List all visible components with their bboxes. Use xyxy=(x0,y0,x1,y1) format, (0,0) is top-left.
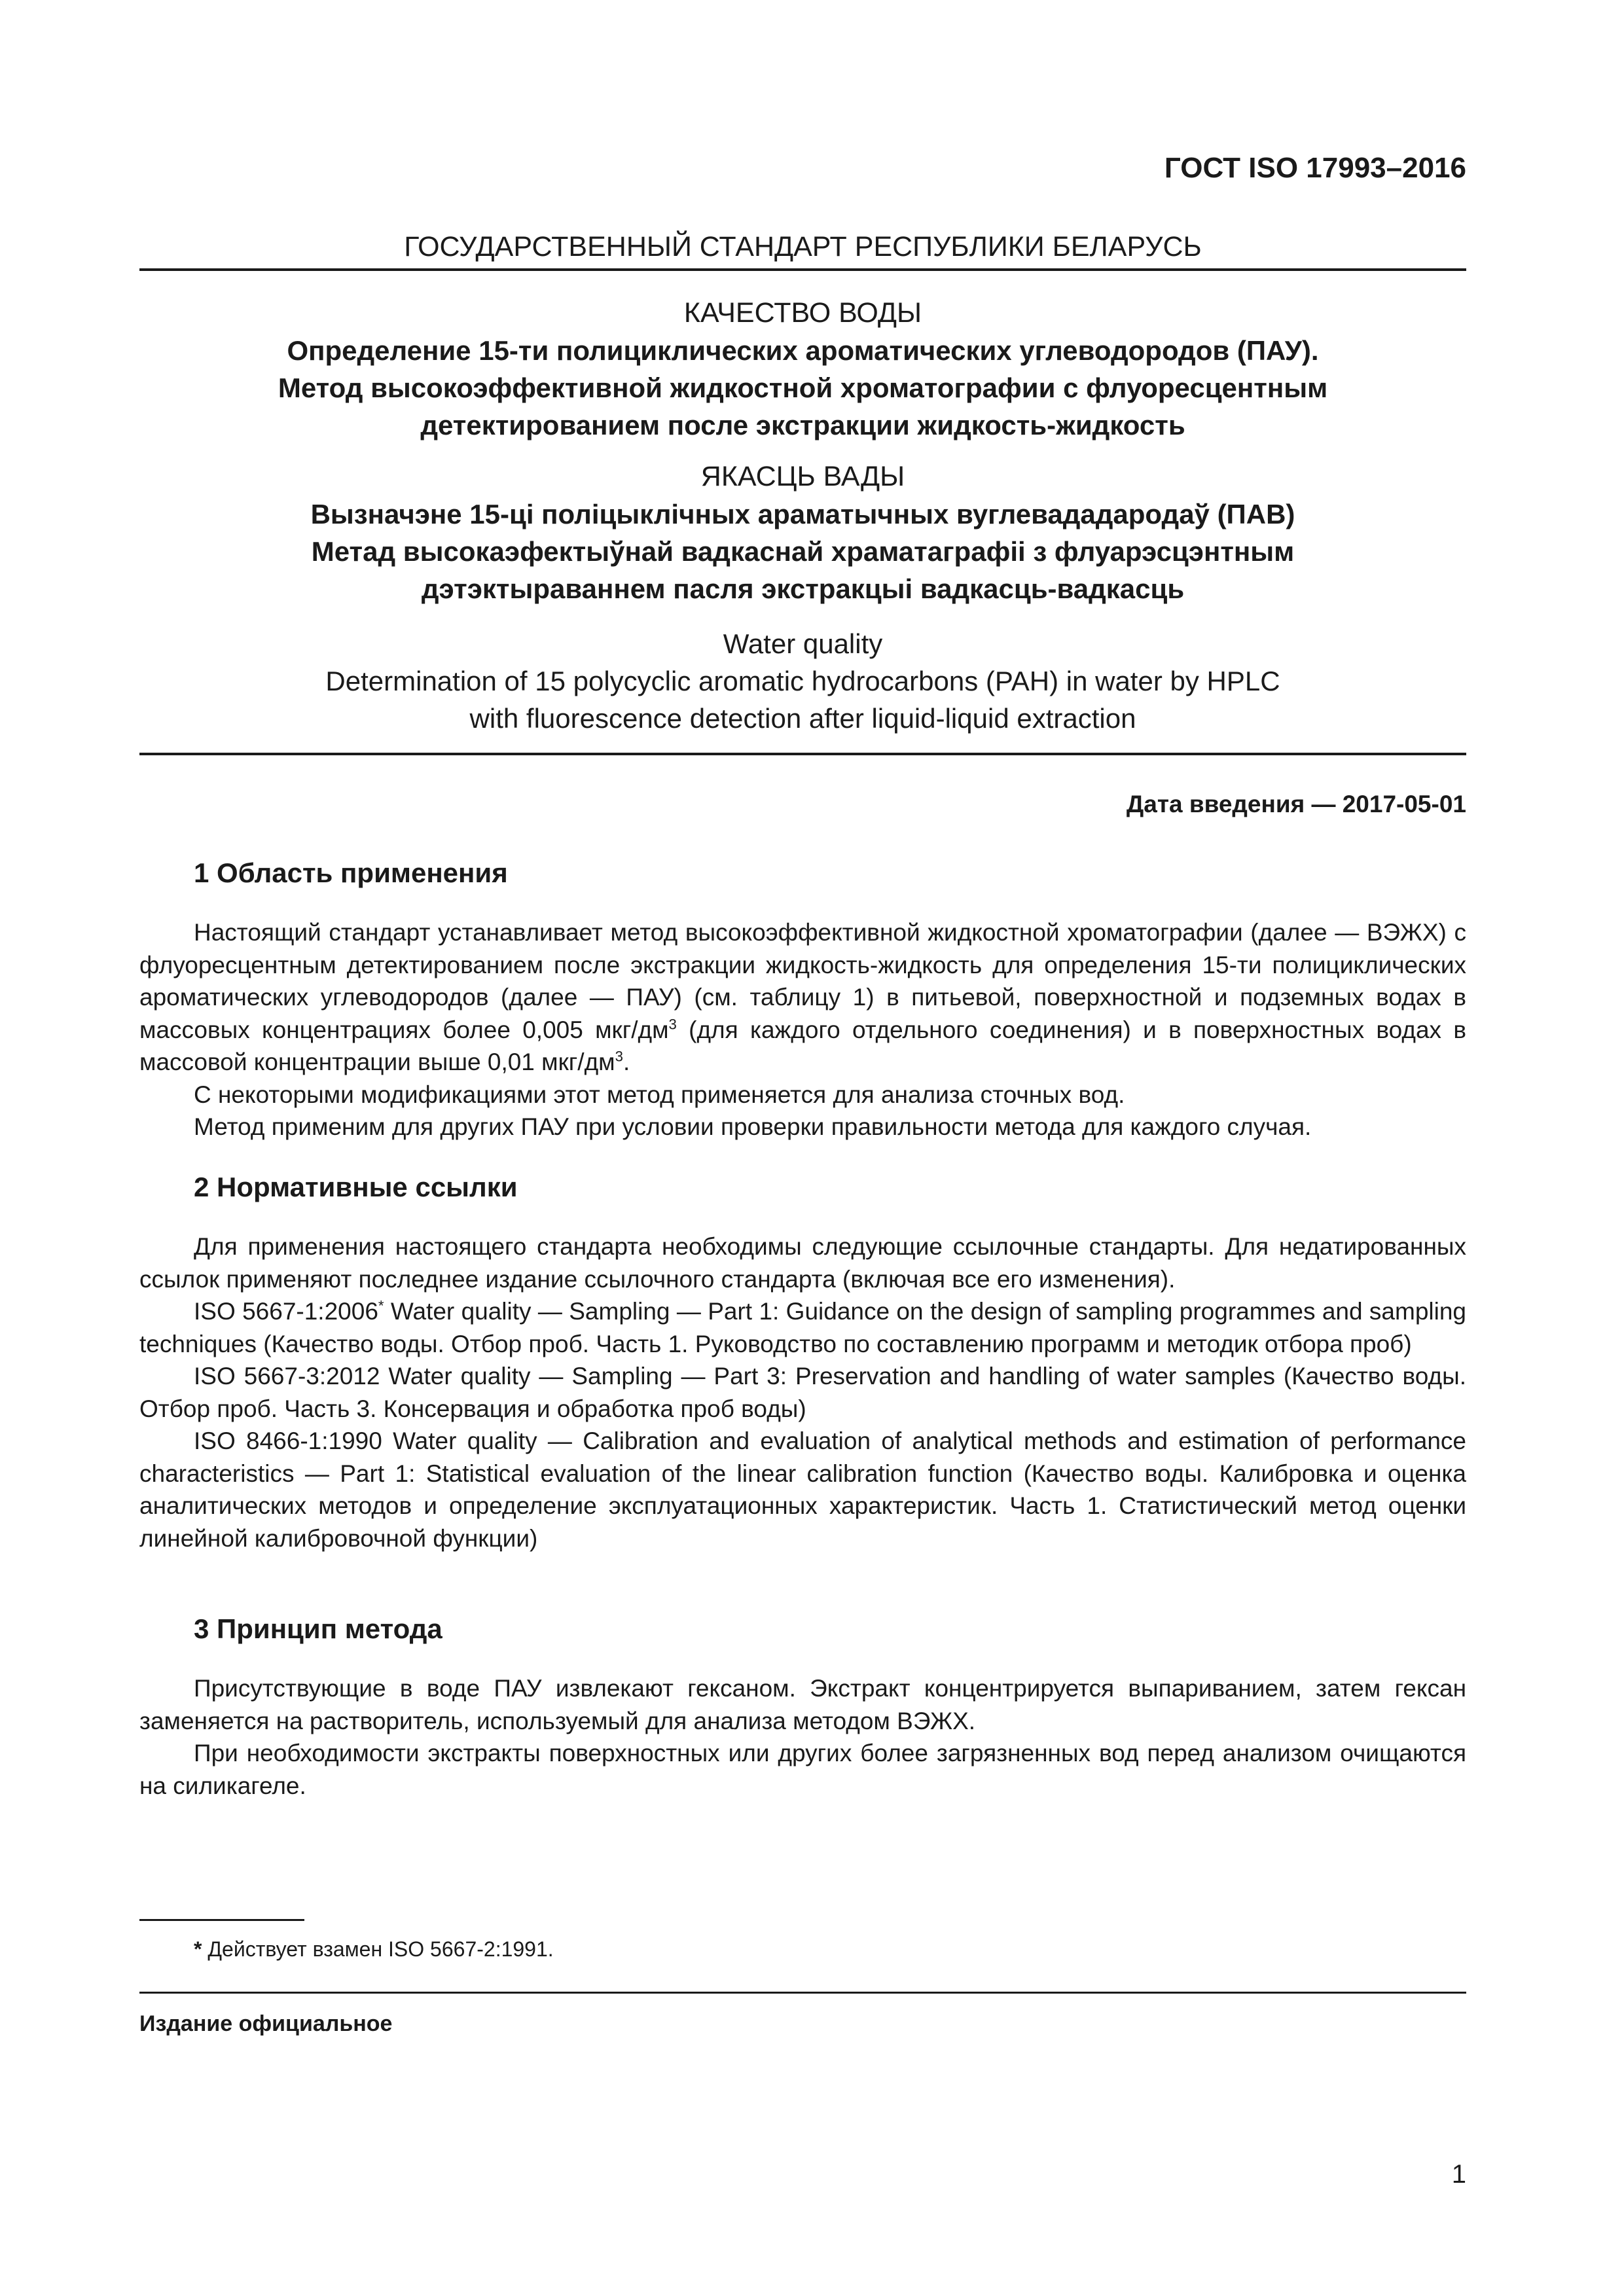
section-2-title: 2 Нормативные ссылки xyxy=(194,1172,518,1202)
section-1-paragraph-3: Метод применим для других ПАУ при условии проверки правильности метода для каждого случая. xyxy=(194,1113,1312,1140)
state-standard-heading: ГОСУДАРСТВЕННЫЙ СТАНДАРТ РЕСПУБЛИКИ БЕЛАРУСЬ xyxy=(404,231,1202,262)
header-divider xyxy=(139,268,1466,271)
reference-iso-5667-3: ISO 5667-3:2012 Water quality — Sampling — Part 3: Preservation and handling of water samples (Качество воды. Отбор проб. Часть 3. Консервация и обработка проб воды) xyxy=(139,1363,1466,1422)
section-3-body xyxy=(139,1672,1466,1802)
section-3-title: 3 Принцип метода xyxy=(194,1613,442,1644)
title-be-line-2: Метад высокаэфектыўнай вадкаснай храматаграфіі з флуарэсцэнтным xyxy=(311,536,1295,567)
footnote-rule xyxy=(139,1919,304,1921)
official-edition-label: Издание официальное xyxy=(139,2011,393,2036)
title-ru-line-1: Определение 15-ти полициклических ароматических углеводородов (ПАУ). xyxy=(287,335,1319,366)
title-divider xyxy=(139,753,1466,755)
section-3-paragraph-2: При необходимости экстракты поверхностных или других более загрязненных вод перед анализом очищаются на силикагеле. xyxy=(139,1740,1466,1799)
title-belarusian xyxy=(139,458,1466,607)
title-ru-heading: КАЧЕСТВО ВОДЫ xyxy=(683,297,922,329)
section-1-body xyxy=(139,916,1466,1143)
section-1-paragraph-2: С некоторыми модификациями этот метод применяется для анализа сточных вод. xyxy=(194,1081,1125,1108)
title-en-line-1: Determination of 15 polycyclic aromatic hydrocarbons (PAH) in water by HPLC xyxy=(325,666,1280,696)
reference-iso-5667-1: ISO 5667-1:2006* Water quality — Sampling — Part 1: Guidance on the design of sampling programmes and sampling techniques (Качество воды. Отбор проб. Часть 1. Руководство по составлению программ и методик отбора проб) xyxy=(139,1297,1466,1357)
title-english xyxy=(139,625,1466,737)
title-ru-line-3: детектированием после экстракции жидкость-жидкость xyxy=(420,410,1185,440)
title-en-heading: Water quality xyxy=(723,628,883,659)
page-number: 1 xyxy=(1451,2160,1466,2189)
title-russian xyxy=(139,295,1466,444)
footnote: * Действует взамен ISO 5667-2:1991. xyxy=(194,1937,554,1961)
title-be-heading: ЯКАСЦЬ ВАДЫ xyxy=(700,461,905,492)
title-be-line-1: Вызначэне 15-ці поліцыклічных араматычных вуглевададародаў (ПАВ) xyxy=(310,499,1295,529)
section-1-paragraph-1: Настоящий стандарт устанавливает метод высокоэффективной жидкостной хроматографии (далее — ВЭЖХ) с флуоресцентным детектированием после экстракции жидкость-жидкость для определения 15-ти полициклических ароматических углеводородов (далее — ПАУ) (см. таблицу 1) в питьевой, поверхностной и подземных водах в массовых концентрациях более 0,005 мкг/$дм^3$ (для каждого отдельного соединения) и в поверхностных водах в массовой концентрации выше 0,01 мкг/$дм^3$. xyxy=(139,919,1466,1075)
document-code: ГОСТ ISO 17993–2016 xyxy=(1164,152,1466,184)
section-2-paragraph-1: Для применения настоящего стандарта необходимы следующие ссылочные стандарты. Для недатированных ссылок применяют последнее издание ссылочного стандарта (включая все его изменения). xyxy=(139,1233,1466,1293)
section-2-body xyxy=(139,1230,1466,1554)
reference-iso-8466-1: ISO 8466-1:1990 Water quality — Calibration and evaluation of analytical methods and estimation of performance characteristics — Part 1: Statistical evaluation of the linear calibration function (Качество воды. Калибровка и оценка аналитических методов и определение эксплуатационных характеристик. Часть 1. Статистический метод оценки линейной калибровочной функции) xyxy=(139,1427,1466,1552)
introduction-date: Дата введения — 2017-05-01 xyxy=(1126,791,1466,817)
section-1-title: 1 Область применения xyxy=(194,857,508,888)
title-be-line-3: дэтэктыраваннем пасля экстракцыі вадкасць-вадкасць xyxy=(421,573,1185,604)
section-3-paragraph-1: Присутствующие в воде ПАУ извлекают гексаном. Экстракт концентрируется выпариванием, затем гексан заменяется на растворитель, используемый для анализа методом ВЭЖХ. xyxy=(139,1675,1466,1734)
title-en-line-2: with fluorescence detection after liquid-liquid extraction xyxy=(469,703,1136,734)
footer-divider xyxy=(139,1992,1466,1994)
title-ru-line-2: Метод высокоэффективной жидкостной хроматографии с флуоресцентным xyxy=(278,372,1328,403)
